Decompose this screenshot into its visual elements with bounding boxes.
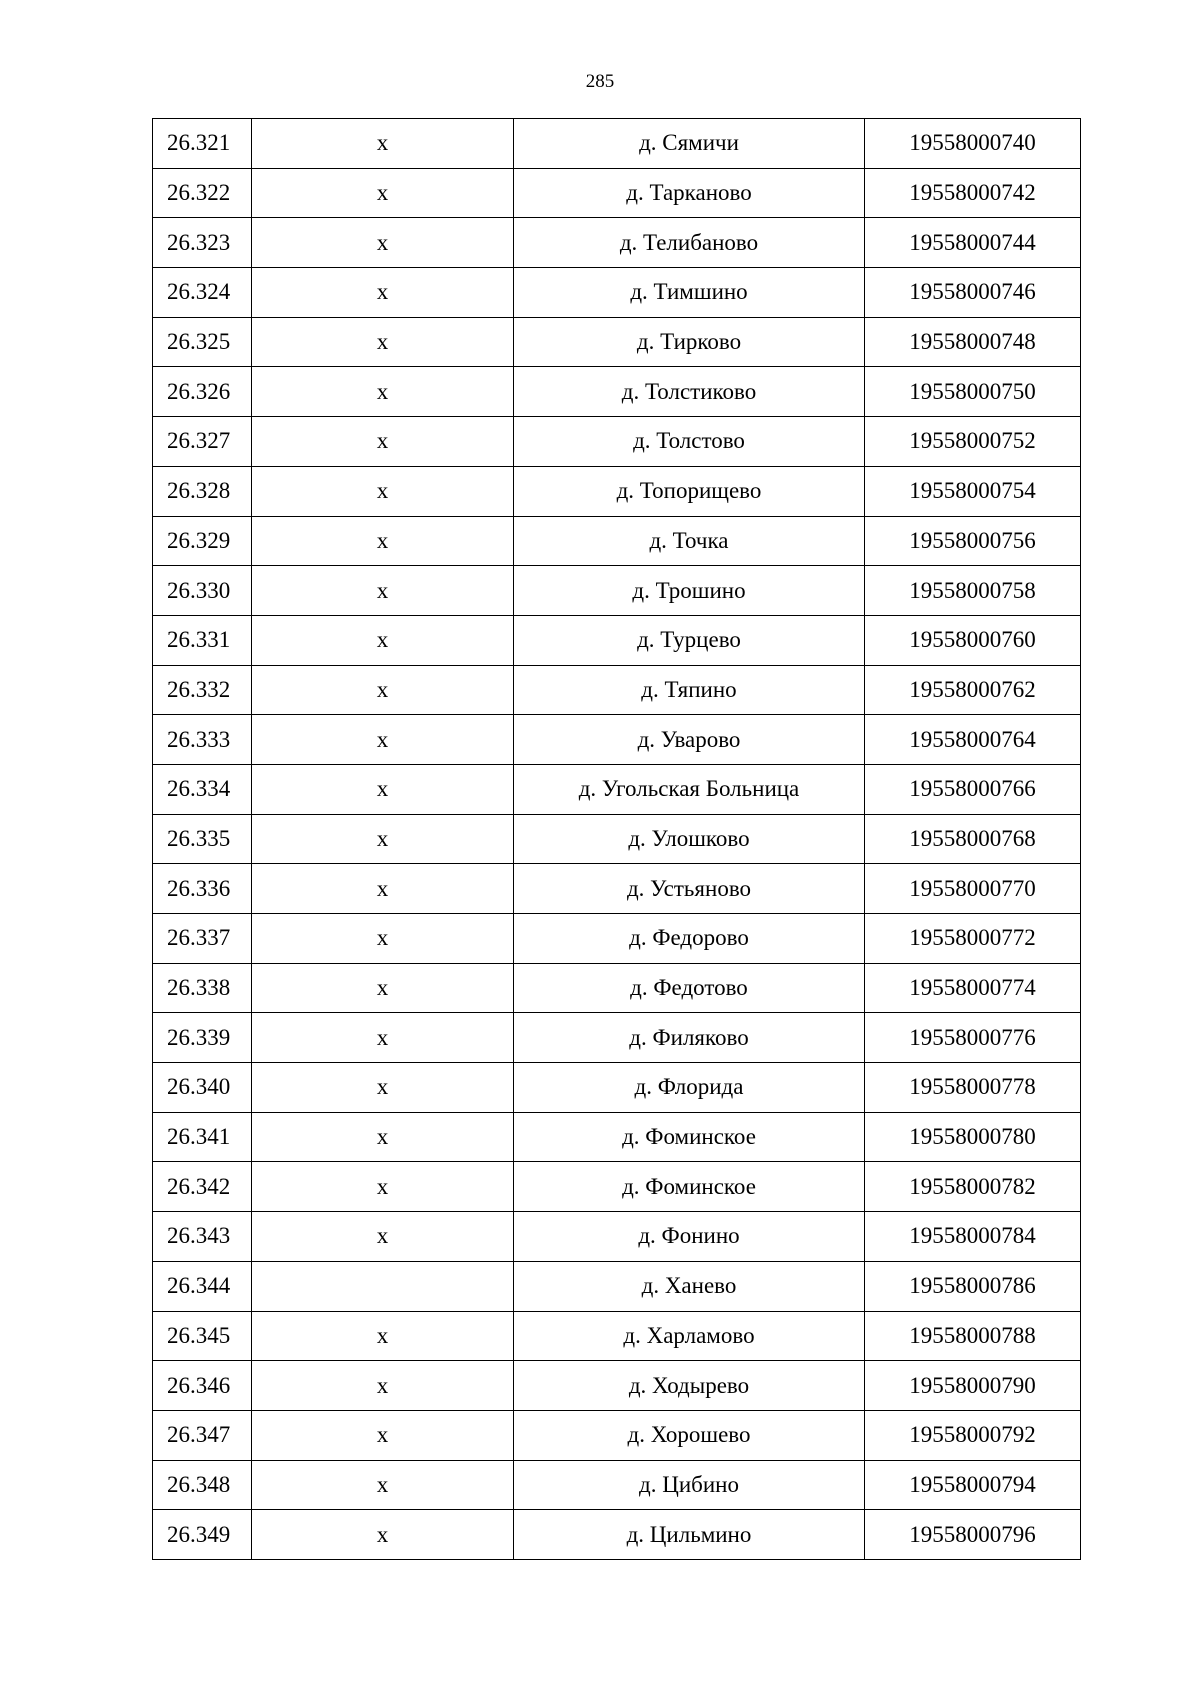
mark-cell: х <box>252 317 514 367</box>
settlement-name-cell: д. Сямичи <box>514 119 865 169</box>
table-row <box>153 268 1081 318</box>
table-row <box>153 367 1081 417</box>
settlement-name-cell: д. Толстиково <box>514 367 865 417</box>
mark-cell: х <box>252 218 514 268</box>
oktmo-code-cell: 19558000764 <box>865 715 1081 765</box>
mark-cell: х <box>252 1112 514 1162</box>
table-row <box>153 1212 1081 1262</box>
table-row <box>153 1261 1081 1311</box>
table-row <box>153 1410 1081 1460</box>
settlement-name-cell: д. Телибаново <box>514 218 865 268</box>
mark-cell: х <box>252 516 514 566</box>
table-body <box>153 119 1081 1560</box>
settlement-name-cell: д. Хорошево <box>514 1410 865 1460</box>
oktmo-code-cell: 19558000776 <box>865 1013 1081 1063</box>
mark-cell: х <box>252 963 514 1013</box>
oktmo-code-cell: 19558000748 <box>865 317 1081 367</box>
mark-cell: х <box>252 268 514 318</box>
oktmo-code-cell: 19558000766 <box>865 764 1081 814</box>
row-number-cell: 26.344 <box>153 1261 252 1311</box>
settlement-name-cell: д. Уварово <box>514 715 865 765</box>
oktmo-code-cell: 19558000746 <box>865 268 1081 318</box>
table-row <box>153 1311 1081 1361</box>
table-row <box>153 1460 1081 1510</box>
mark-cell: х <box>252 814 514 864</box>
mark-cell: х <box>252 864 514 914</box>
row-number-cell: 26.343 <box>153 1212 252 1262</box>
settlement-name-cell: д. Устьяново <box>514 864 865 914</box>
row-number-cell: 26.345 <box>153 1311 252 1361</box>
oktmo-code-cell: 19558000750 <box>865 367 1081 417</box>
oktmo-code-cell: 19558000788 <box>865 1311 1081 1361</box>
row-number-cell: 26.346 <box>153 1361 252 1411</box>
row-number-cell: 26.324 <box>153 268 252 318</box>
settlement-name-cell: д. Улошково <box>514 814 865 864</box>
table-row <box>153 914 1081 964</box>
settlement-name-cell: д. Точка <box>514 516 865 566</box>
row-number-cell: 26.338 <box>153 963 252 1013</box>
mark-cell: х <box>252 1361 514 1411</box>
oktmo-code-cell: 19558000786 <box>865 1261 1081 1311</box>
row-number-cell: 26.347 <box>153 1410 252 1460</box>
row-number-cell: 26.335 <box>153 814 252 864</box>
settlement-name-cell: д. Фоминское <box>514 1112 865 1162</box>
row-number-cell: 26.327 <box>153 417 252 467</box>
mark-cell: х <box>252 566 514 616</box>
oktmo-code-cell: 19558000778 <box>865 1063 1081 1113</box>
oktmo-code-cell: 19558000770 <box>865 864 1081 914</box>
oktmo-code-cell: 19558000760 <box>865 615 1081 665</box>
settlement-name-cell: д. Тимшино <box>514 268 865 318</box>
table-row <box>153 764 1081 814</box>
mark-cell: х <box>252 417 514 467</box>
settlement-name-cell: д. Фонино <box>514 1212 865 1262</box>
row-number-cell: 26.331 <box>153 615 252 665</box>
mark-cell: х <box>252 1162 514 1212</box>
table-row <box>153 417 1081 467</box>
row-number-cell: 26.321 <box>153 119 252 169</box>
mark-cell: х <box>252 119 514 169</box>
settlement-name-cell: д. Тяпино <box>514 665 865 715</box>
row-number-cell: 26.342 <box>153 1162 252 1212</box>
row-number-cell: 26.332 <box>153 665 252 715</box>
oktmo-code-cell: 19558000762 <box>865 665 1081 715</box>
row-number-cell: 26.322 <box>153 168 252 218</box>
table-row <box>153 615 1081 665</box>
table-row <box>153 1510 1081 1560</box>
mark-cell: х <box>252 1212 514 1262</box>
table-row <box>153 1013 1081 1063</box>
row-number-cell: 26.330 <box>153 566 252 616</box>
oktmo-code-cell: 19558000740 <box>865 119 1081 169</box>
settlement-name-cell: д. Харламово <box>514 1311 865 1361</box>
table-row <box>153 814 1081 864</box>
settlement-name-cell: д. Цибино <box>514 1460 865 1510</box>
table-row <box>153 218 1081 268</box>
mark-cell: х <box>252 1410 514 1460</box>
settlement-name-cell: д. Топорищево <box>514 466 865 516</box>
oktmo-code-cell: 19558000752 <box>865 417 1081 467</box>
table-row <box>153 1112 1081 1162</box>
table-row <box>153 715 1081 765</box>
table-row <box>153 963 1081 1013</box>
oktmo-code-cell: 19558000792 <box>865 1410 1081 1460</box>
table-row <box>153 1063 1081 1113</box>
table-row <box>153 1361 1081 1411</box>
mark-cell: х <box>252 1510 514 1560</box>
oktmo-code-cell: 19558000780 <box>865 1112 1081 1162</box>
row-number-cell: 26.349 <box>153 1510 252 1560</box>
table-row <box>153 1162 1081 1212</box>
settlements-table <box>152 118 1081 1560</box>
oktmo-code-cell: 19558000782 <box>865 1162 1081 1212</box>
table-row <box>153 119 1081 169</box>
mark-cell: х <box>252 715 514 765</box>
settlement-name-cell: д. Угольская Больница <box>514 764 865 814</box>
oktmo-code-cell: 19558000772 <box>865 914 1081 964</box>
mark-cell: х <box>252 615 514 665</box>
mark-cell <box>252 1261 514 1311</box>
oktmo-code-cell: 19558000744 <box>865 218 1081 268</box>
row-number-cell: 26.333 <box>153 715 252 765</box>
mark-cell: х <box>252 665 514 715</box>
mark-cell: х <box>252 168 514 218</box>
settlement-name-cell: д. Федотово <box>514 963 865 1013</box>
row-number-cell: 26.340 <box>153 1063 252 1113</box>
settlement-name-cell: д. Цильмино <box>514 1510 865 1560</box>
mark-cell: х <box>252 1311 514 1361</box>
table-row <box>153 566 1081 616</box>
table-row <box>153 516 1081 566</box>
row-number-cell: 26.323 <box>153 218 252 268</box>
mark-cell: х <box>252 1063 514 1113</box>
mark-cell: х <box>252 1460 514 1510</box>
row-number-cell: 26.326 <box>153 367 252 417</box>
row-number-cell: 26.325 <box>153 317 252 367</box>
settlement-name-cell: д. Флорида <box>514 1063 865 1113</box>
row-number-cell: 26.337 <box>153 914 252 964</box>
row-number-cell: 26.341 <box>153 1112 252 1162</box>
row-number-cell: 26.339 <box>153 1013 252 1063</box>
oktmo-code-cell: 19558000784 <box>865 1212 1081 1262</box>
oktmo-code-cell: 19558000742 <box>865 168 1081 218</box>
oktmo-code-cell: 19558000754 <box>865 466 1081 516</box>
oktmo-code-cell: 19558000756 <box>865 516 1081 566</box>
settlement-name-cell: д. Трошино <box>514 566 865 616</box>
mark-cell: х <box>252 764 514 814</box>
mark-cell: х <box>252 914 514 964</box>
oktmo-code-cell: 19558000790 <box>865 1361 1081 1411</box>
oktmo-code-cell: 19558000768 <box>865 814 1081 864</box>
row-number-cell: 26.334 <box>153 764 252 814</box>
table-row <box>153 864 1081 914</box>
settlement-name-cell: д. Ханево <box>514 1261 865 1311</box>
settlement-name-cell: д. Фоминское <box>514 1162 865 1212</box>
oktmo-code-cell: 19558000758 <box>865 566 1081 616</box>
oktmo-code-cell: 19558000794 <box>865 1460 1081 1510</box>
table-row <box>153 168 1081 218</box>
mark-cell: х <box>252 1013 514 1063</box>
page-number: 285 <box>585 71 615 92</box>
oktmo-code-cell: 19558000774 <box>865 963 1081 1013</box>
settlement-name-cell: д. Филяково <box>514 1013 865 1063</box>
table-row <box>153 466 1081 516</box>
settlement-name-cell: д. Федорово <box>514 914 865 964</box>
row-number-cell: 26.329 <box>153 516 252 566</box>
row-number-cell: 26.348 <box>153 1460 252 1510</box>
settlement-name-cell: д. Тарканово <box>514 168 865 218</box>
row-number-cell: 26.336 <box>153 864 252 914</box>
settlement-name-cell: д. Ходырево <box>514 1361 865 1411</box>
oktmo-code-cell: 19558000796 <box>865 1510 1081 1560</box>
settlement-name-cell: д. Тирково <box>514 317 865 367</box>
table-row <box>153 665 1081 715</box>
row-number-cell: 26.328 <box>153 466 252 516</box>
mark-cell: х <box>252 367 514 417</box>
settlement-name-cell: д. Турцево <box>514 615 865 665</box>
mark-cell: х <box>252 466 514 516</box>
table-row <box>153 317 1081 367</box>
settlement-name-cell: д. Толстово <box>514 417 865 467</box>
